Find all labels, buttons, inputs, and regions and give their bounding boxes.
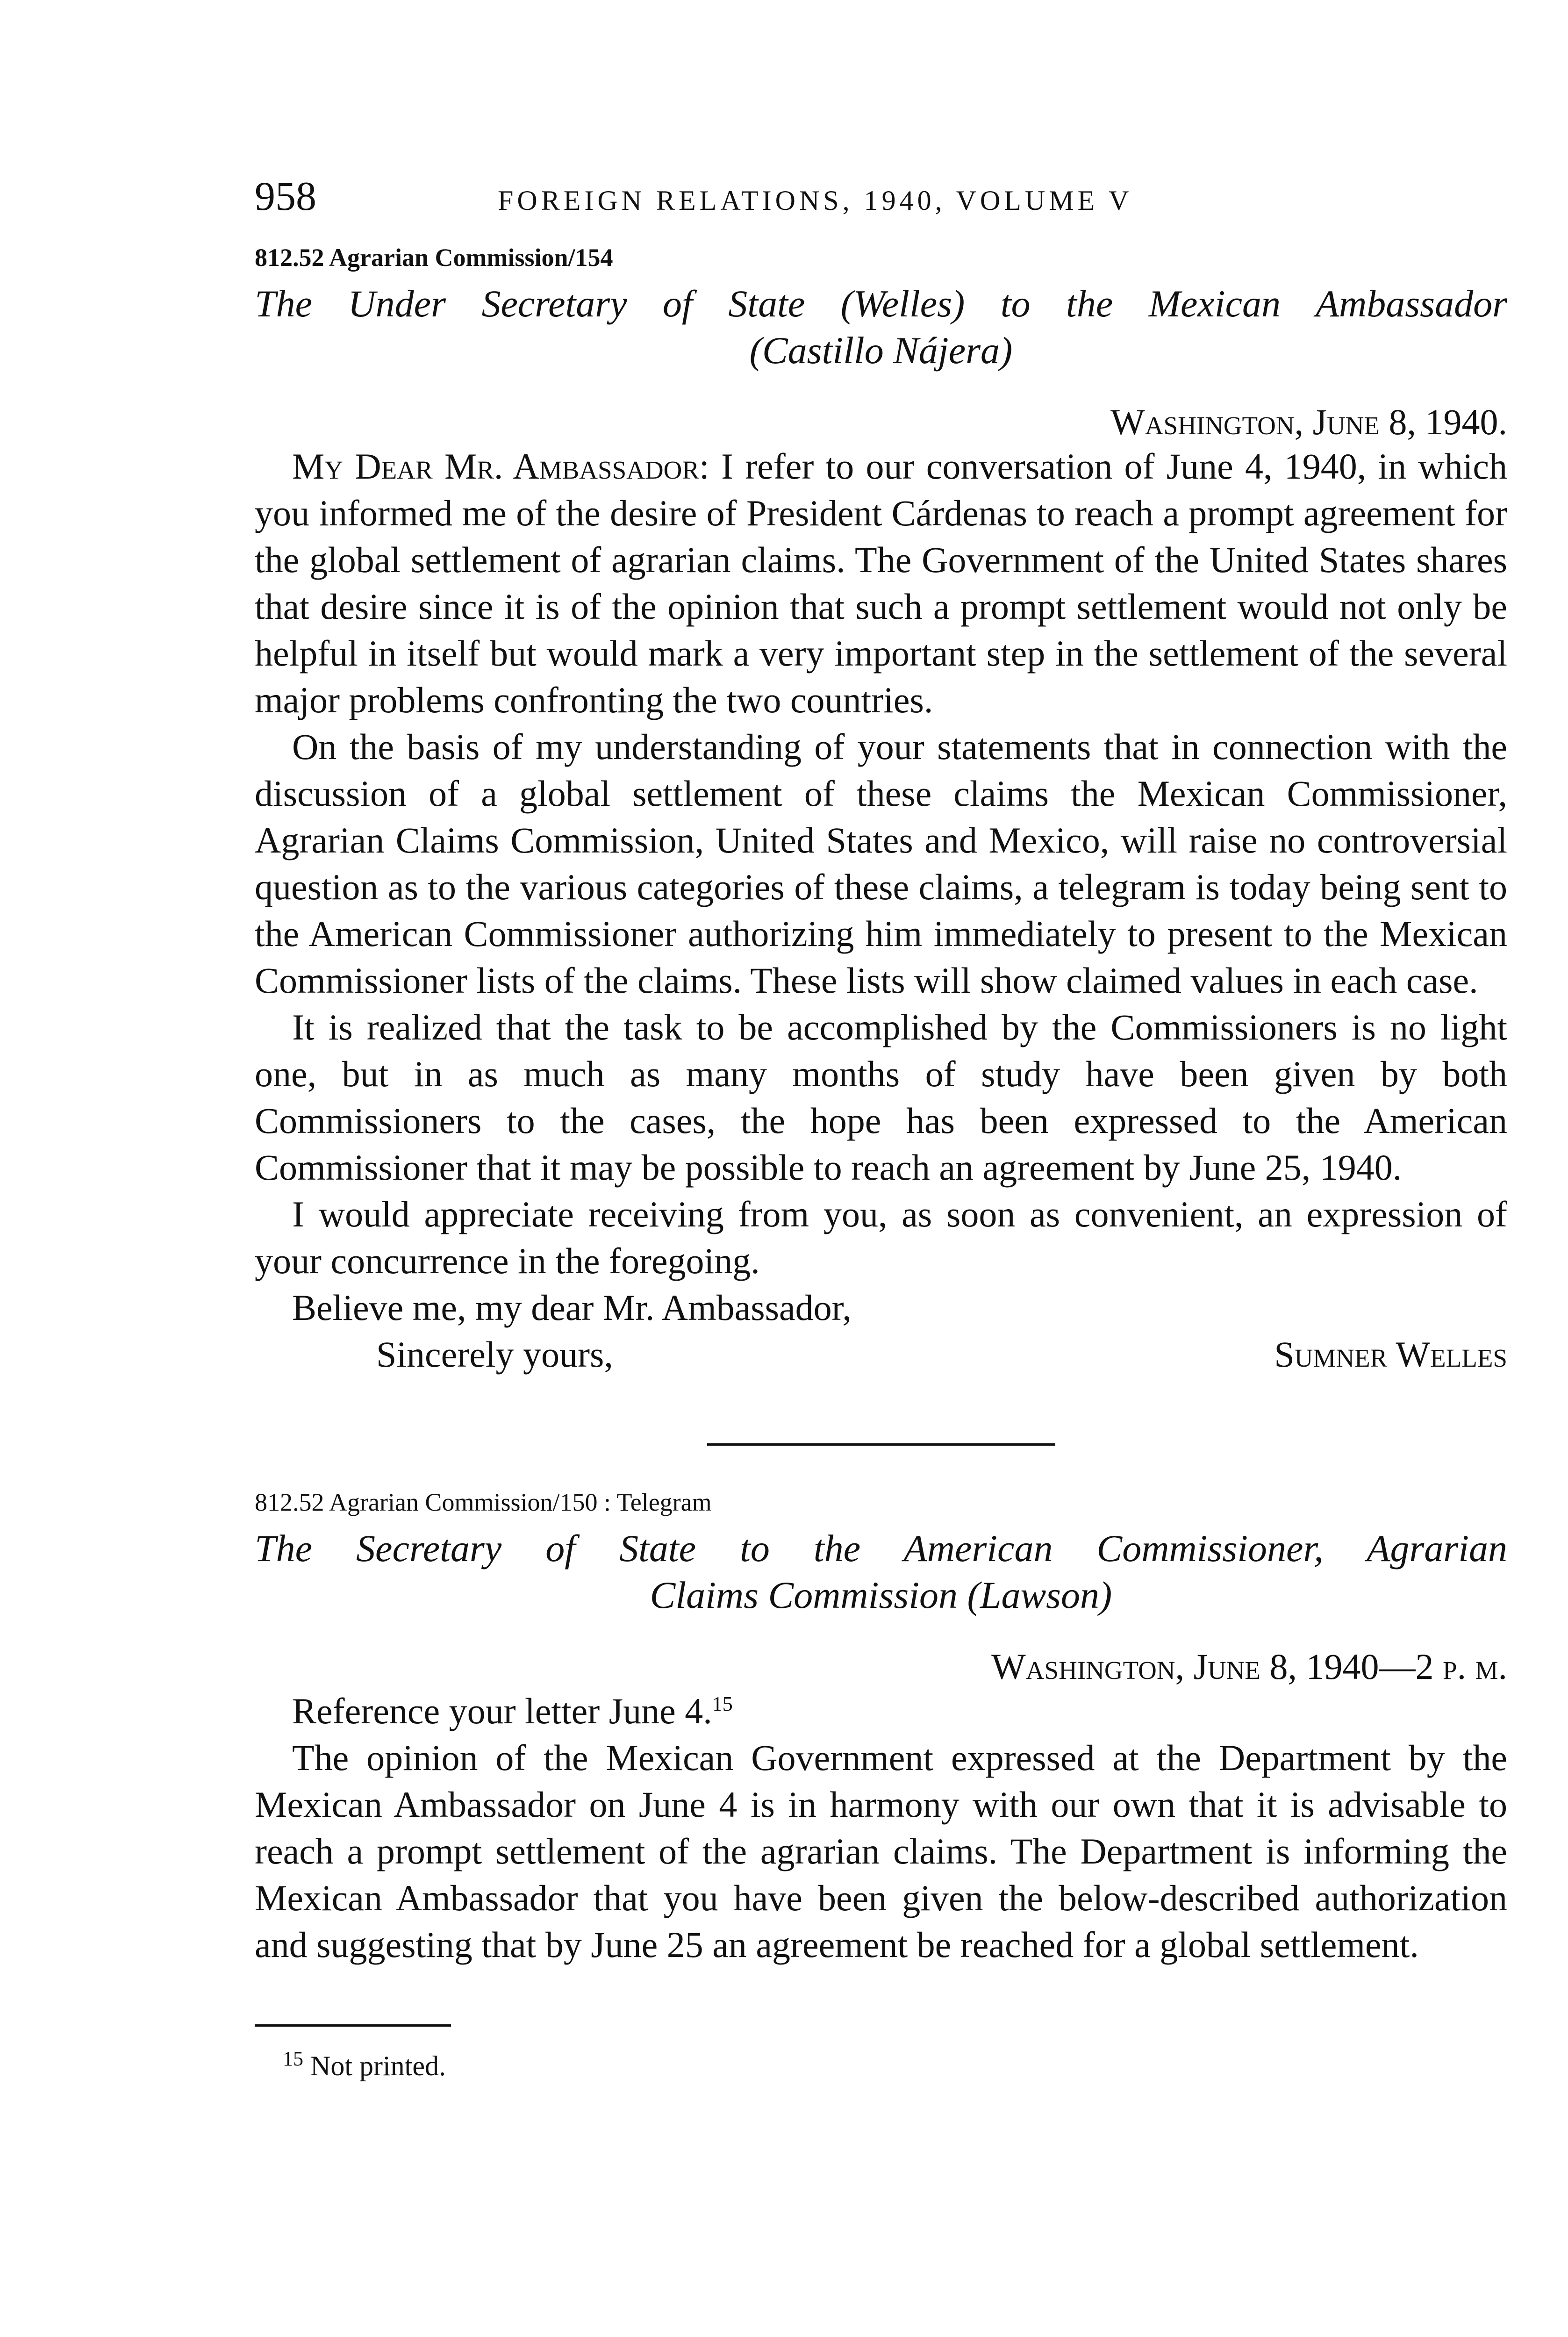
section-divider	[707, 1443, 1055, 1446]
file-reference-2: 812.52 Agrarian Commission/150 : Telegram	[255, 1488, 712, 1516]
footnote-number: 15	[283, 2047, 303, 2070]
page-header	[255, 173, 1507, 224]
valediction: Sincerely yours,	[376, 1334, 613, 1375]
dateline-2: Washington, June 8, 1940—2 p. m.	[991, 1646, 1507, 1687]
page-number: 958	[255, 174, 316, 219]
signature-row	[255, 1331, 1507, 1378]
dateline-1: Washington, June 8, 1940.	[1110, 401, 1507, 442]
telegram-paragraph-1-text: Reference your letter June 4.	[292, 1691, 712, 1731]
letter-paragraph-3: It is realized that the task to be accomplished by the Commissioners is no light one, but in as much as many months of study have been given by both Commissioners to the cases, the hope has been expressed to the American Commissioner that it may be possible to reach an agreement by June 25, 1940.	[255, 1007, 1507, 1188]
telegram-paragraph-2: The opinion of the Mexican Government expressed at the Department by the Mexican Ambassador on June 4 is in harmony with our own that it is advisable to reach a prompt settlement of the agrarian claims. The Department is informing the Mexican Ambassador that you have been given the below-described authorization and suggesting that by June 25 an agreement be reached for a global settlement.	[255, 1737, 1507, 1965]
document-heading-1	[255, 280, 1507, 374]
file-reference-1: 812.52 Agrarian Commission/154	[255, 244, 613, 272]
paragraph-1-text: I refer to our conversation of June 4, 1940, in which you informed me of the desire of President Cárdenas to reach a prompt agreement for the global settlement of agrarian claims. The Government of the United States shares that desire since it is of the opinion that such a prompt settlement would not only be helpful in itself but would mark a very important step in the settlement of the several major problems confronting the two countries.	[255, 446, 1508, 720]
document-heading-2	[255, 1525, 1507, 1619]
letter-paragraph-1	[255, 443, 1507, 724]
footnote-reference: 15	[712, 1692, 733, 1715]
heading-2-line-1: The Secretary of State to the American Commissioner, Agrarian	[255, 1527, 1507, 1570]
heading-1-line-1: The Under Secretary of State (Welles) to the Mexican Ambassador	[255, 282, 1507, 325]
signature: Sumner Welles	[1274, 1334, 1507, 1375]
telegram-paragraph-1	[255, 1688, 1507, 1735]
footnote-rule	[255, 2024, 451, 2027]
footnote	[255, 2047, 1507, 2082]
closing-line: Believe me, my dear Mr. Ambassador,	[292, 1287, 852, 1328]
letter-paragraph-4: I would appreciate receiving from you, as soon as convenient, an expression of your concurrence in the foregoing.	[255, 1194, 1507, 1281]
heading-2-line-2: Claims Commission (Lawson)	[650, 1574, 1112, 1616]
salutation: My Dear Mr. Ambassador:	[292, 446, 709, 487]
heading-1-line-2: (Castillo Nájera)	[749, 329, 1013, 372]
letter-paragraph-2: On the basis of my understanding of your statements that in connection with the discussion of a global settlement of these claims the Mexican Commissioner, Agrarian Claims Commission, United States and Mexico, will raise no controversial question as to the various categories of these claims, a telegram is today being sent to the American Commissioner authorizing him immediately to present to the Mexican Commissioner lists of the claims. These lists will show claimed values in each case.	[255, 726, 1507, 1001]
footnote-text: Not printed.	[310, 2050, 446, 2081]
running-head: FOREIGN RELATIONS, 1940, VOLUME V	[498, 185, 1133, 216]
document-page	[255, 173, 1507, 2082]
